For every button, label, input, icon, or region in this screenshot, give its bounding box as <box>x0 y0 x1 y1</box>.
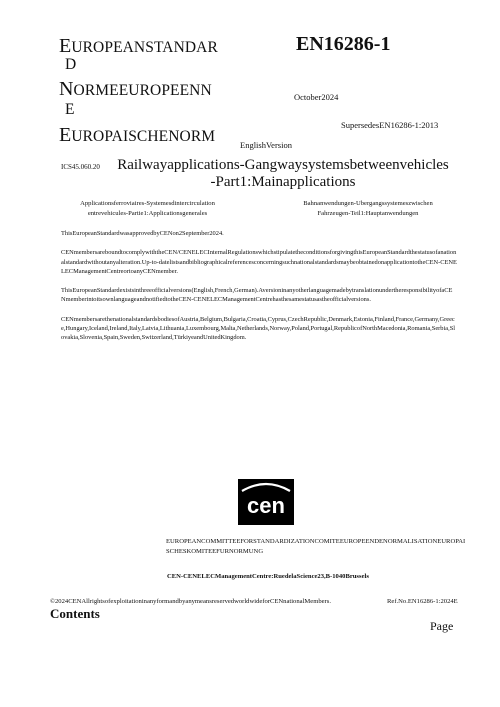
french-title-line2: entrevehicules-Partie1:Applicationsgenerales <box>87 210 208 217</box>
versions-paragraph: ThisEuropeanStandardexistsinthreeofficialversions(English,French,German).AversioninanyotherlanguagemadebytranslationundertheresponsibilityofaCENmemberintoitsownlanguageandnotifiedtotheCEN-CENELECManagementCentrehasthesamestatusastheofficialversions. <box>61 287 453 304</box>
reference-number: Ref.No.EN16286-1:2024E <box>387 598 458 605</box>
german-title-line1: Bahnanwendungen-Ubergangssystemeszwischen <box>303 200 433 207</box>
copyright-notice: ©2024CENAllrightsofexploitationinanyformandbyanymeansreservedworldwideforCENnationalMembers. <box>50 598 331 605</box>
cen-logo-text: cen <box>247 493 285 518</box>
french-title <box>60 199 235 219</box>
cen-logo-icon <box>238 479 294 525</box>
header-line1-rest: UROPEANSTANDAR <box>71 39 218 56</box>
ics-code: ICS45.060.20 <box>61 163 100 171</box>
committee-line-2: SCHESKOMITEEFURNORMUNG <box>166 548 264 555</box>
header-title-line1 <box>59 37 218 57</box>
header-title-line3 <box>59 126 215 146</box>
management-centre: CEN-CENELECManagementCentre:RuedelaScience23,B-1040Brussels <box>167 573 369 580</box>
cen-logo <box>238 479 294 525</box>
header-line1-cap: E <box>59 35 72 57</box>
header-line3-rest: UROPAISCHENORM <box>71 128 216 145</box>
committee-line-1: EUROPEANCOMMITTEEFORSTANDARDIZATIONCOMITEEUROPEENDENORMALISATIONEUROPAI <box>166 538 466 545</box>
header-line2-cap: N <box>59 78 74 100</box>
header-title-line2 <box>59 80 212 100</box>
body-text <box>61 229 457 353</box>
header-title-line2b: E <box>65 101 75 118</box>
standard-ref: EN16286-1 <box>296 33 391 55</box>
language-version: EnglishVersion <box>240 140 292 150</box>
german-title-line2: Fahrzeugen-Teil1:Hauptanwendungen <box>317 210 419 217</box>
french-title-line1: Applicationsferroviaires-Systemesdintercirculation <box>80 200 215 207</box>
publication-date: October2024 <box>294 92 339 102</box>
approval-paragraph: ThisEuropeanStandardwasapprovedbyCENon2September2024. <box>61 230 224 237</box>
header-line3-cap: E <box>59 124 72 146</box>
page-column-label: Page <box>430 619 454 633</box>
compliance-paragraph: CENmembersareboundtocomplywiththeCEN/CENELECInternalRegulationswhichstipulatetheconditionsforgivingthisEuropeanStandardthestatusofanationalstandardwithoutanyalteration.Up-to-datelistsandbibliographicalreferencesconcerningsuchnationalstandardsmaybeobtainedonapplicationtotheCEN-CENELECManagementCentreortoanyCENmember. <box>61 249 457 275</box>
contents-heading: Contents <box>50 606 100 621</box>
supersedes-note: SupersedesEN16286-1:2013 <box>341 120 439 130</box>
title-line-1: Railwayapplications-Gangwaysystemsbetweenvehicles <box>117 157 449 173</box>
members-paragraph: CENmembersarethenationalstandardsbodiesofAustria,Belgium,Bulgaria,Croatia,Cyprus,CzechRepublic,Denmark,Estonia,Finland,France,Germany,Greece,Hungary,Iceland,Ireland,Italy,Latvia,Lithuania,Luxembourg,Malta,Netherlands,Norway,Poland,Portugal,RepublicofNorthMacedonia,Romania,Serbia,Slovakia,Slovenia,Spain,Sweden,Switzerland,TürkiyeandUnitedKingdom. <box>61 315 456 342</box>
document-title <box>110 157 456 191</box>
header-line2-rest: ORMEEUROPEENN <box>73 82 212 99</box>
committee-names <box>166 537 466 557</box>
title-line-2: -Part1:Mainapplications <box>210 174 356 190</box>
german-title <box>278 199 458 219</box>
header-title-line1b: D <box>65 56 77 73</box>
